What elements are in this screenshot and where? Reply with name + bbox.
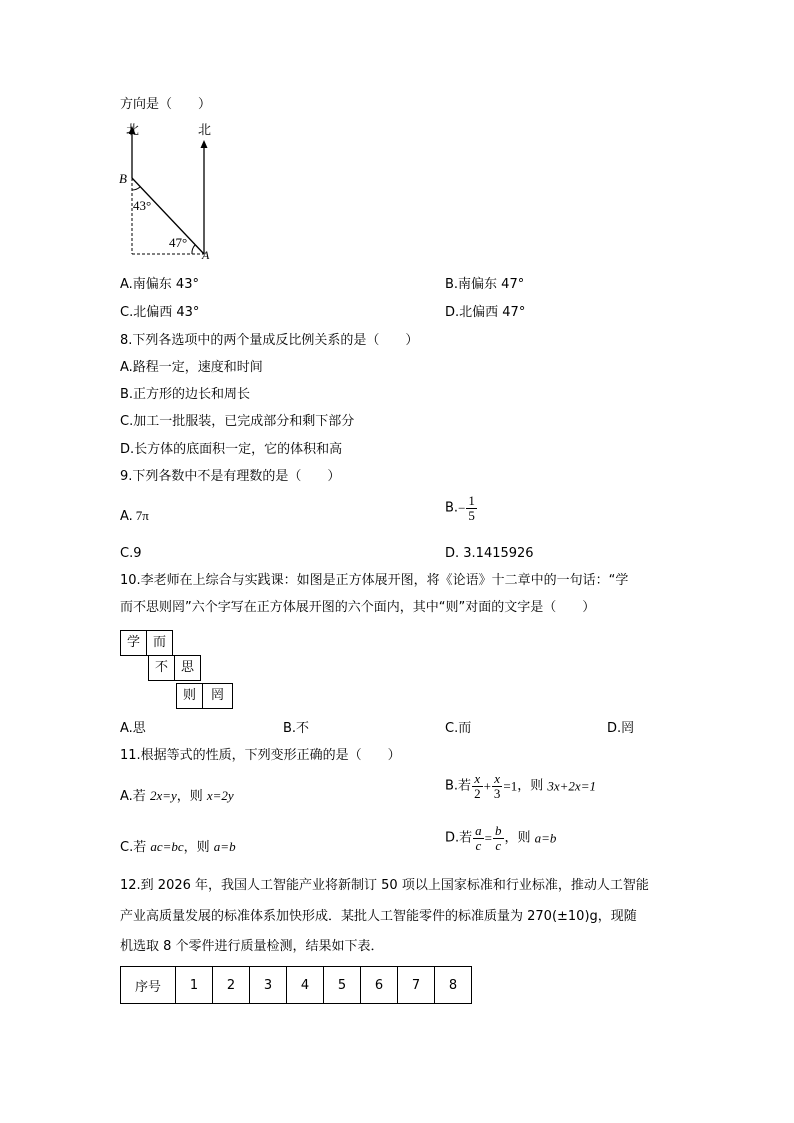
q11-option-c: C.若 ac=bc，则 a=b: [120, 839, 236, 855]
angle-43-label: 43°: [133, 198, 152, 213]
q11-option-d: D.若 $\frac{a}{c}$ = $\frac{b}{c}$ ，则 a=b: [445, 823, 557, 853]
q9-stem: 9.下列各数中不是有理数的是（ ）: [120, 469, 341, 484]
q12-line1: 12.到 2026 年，我国人工智能产业将新制订 50 项以上国家标准和行业标准，推动人工智能: [120, 878, 649, 893]
q9-option-a: A. 7π: [120, 508, 149, 524]
net-cell-si: 思: [175, 655, 201, 681]
q10-option-b: B.不: [283, 721, 310, 736]
net-cell-er: 而: [147, 630, 173, 656]
q7-option-d: D.北偏西 47°: [445, 305, 526, 320]
q9-option-d: D. 3.1415926: [445, 546, 534, 561]
q10-option-a: A.思: [120, 721, 146, 736]
q10-stem-line2: 而不思则罔”六个字写在正方体展开图的六个面内，其中“则”对面的文字是（ ）: [120, 600, 596, 615]
q12-line2: 产业高质量发展的标准体系加快形成．某批人工智能零件的标准质量为 270(±10)g，现随: [120, 909, 637, 924]
angle-47-label: 47°: [169, 235, 188, 250]
q10-option-d: D.罔: [607, 721, 635, 736]
table-cell: 3: [250, 967, 287, 1004]
north-label-right: 北: [198, 123, 212, 138]
fraction-one-fifth: $\frac{1}{5}$: [468, 493, 475, 523]
q7-option-b: B.南偏东 47°: [445, 277, 525, 292]
table-cell: 7: [398, 967, 435, 1004]
point-b-label: B: [119, 171, 127, 186]
q10-option-c: C.而: [445, 721, 472, 736]
q11-option-a: A.若 2x=y，则 x=2y: [120, 788, 234, 804]
q8-stem: 8.下列各选项中的两个量成反比例关系的是（ ）: [120, 333, 419, 348]
net-cell-wang: 罔: [203, 683, 233, 709]
q12-line3: 机选取 8 个零件进行质量检测，结果如下表．: [120, 939, 384, 954]
q8-option-a: A.路程一定，速度和时间: [120, 360, 263, 375]
net-cell-bu: 不: [148, 655, 175, 681]
q11-stem: 11.根据等式的性质，下列变形正确的是（ ）: [120, 748, 401, 763]
q8-option-d: D.长方体的底面积一定，它的体积和高: [120, 442, 343, 457]
table-cell: 5: [324, 967, 361, 1004]
q9-option-b: B.− $\frac{1}{5}$: [445, 493, 475, 523]
net-cell-ze: 则: [176, 683, 203, 709]
quality-table: [120, 966, 472, 1004]
q11-option-b: B.若 $\frac{x}{2}$ + $\frac{x}{3}$ =1，则 3x+2x=1: [445, 771, 596, 801]
net-cell-xue: 学: [120, 630, 147, 656]
table-row: [121, 967, 472, 1004]
table-cell: 2: [213, 967, 250, 1004]
table-cell: 4: [287, 967, 324, 1004]
q7-option-c: C.北偏西 43°: [120, 305, 200, 320]
q10-stem-line1: 10.李老师在上综合与实践课：如图是正方体展开图，将《论语》十二章中的一句话：“学: [120, 573, 629, 588]
table-cell: 6: [361, 967, 398, 1004]
q8-option-b: B.正方形的边长和周长: [120, 387, 251, 402]
north-label-left: 北: [126, 123, 140, 138]
table-cell: 8: [435, 967, 472, 1004]
q7-option-a: A.南偏东 43°: [120, 277, 199, 292]
table-header-cell: 序号: [121, 967, 176, 1004]
q7-stem: 方向是（ ）: [120, 97, 212, 112]
q8-option-c: C.加工一批服装，已完成部分和剩下部分: [120, 414, 355, 429]
table-cell: 1: [176, 967, 213, 1004]
point-a-label: A: [202, 248, 210, 262]
q9-option-c: C.9: [120, 546, 142, 561]
